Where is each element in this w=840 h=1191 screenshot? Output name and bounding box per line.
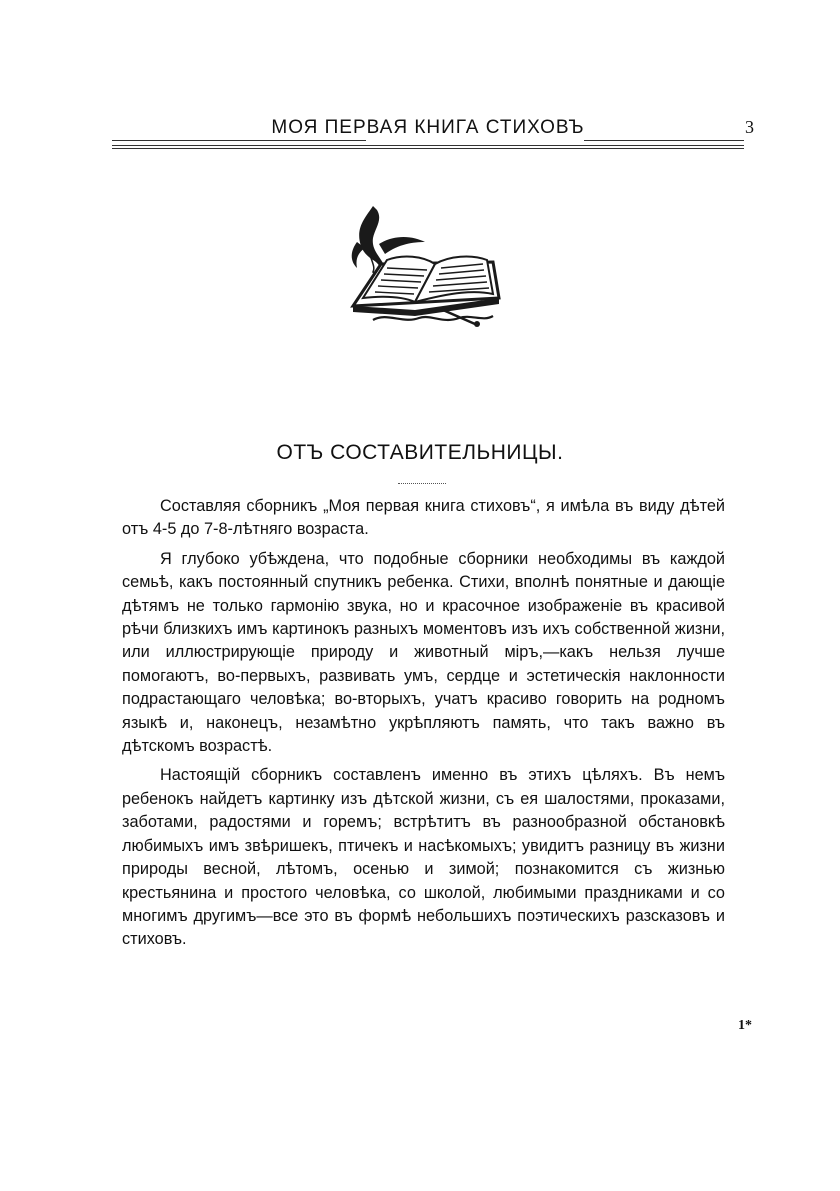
open-book-with-quill-icon — [343, 198, 503, 330]
signature-mark: 1* — [738, 1018, 752, 1033]
header-rule-right — [584, 140, 744, 141]
running-title: МОЯ ПЕРВАЯ КНИГА СТИХОВЪ — [271, 117, 585, 138]
title-separator — [398, 483, 446, 484]
paragraph-3: Настоящій сборникъ составленъ именно въ этихъ цѣляхъ. Въ немъ ребенокъ найдетъ картинку изъ дѣтской жизни, съ ея шалостями, проказами, заботами, радостями и горемъ; встрѣтитъ въ разнообразной обстановкѣ любимыхъ имъ звѣришекъ, птичекъ и насѣкомыхъ; увидитъ разницу въ жизни природы весной, лѣтомъ, осенью и зимой; познакомится съ жизнью крестьянина и простого человѣка, со школой, любимыми праздниками и со многимъ другимъ—все это въ формѣ небольшихъ поэтическихъ разсказовъ и стиховъ. — [122, 766, 725, 949]
header-rule-double-bottom — [112, 148, 744, 149]
header-rule-double-top — [112, 145, 744, 146]
running-head — [112, 117, 754, 157]
body-text — [122, 495, 725, 958]
paragraph-1: Составляя сборникъ „Моя первая книга стиховъ“, я имѣла въ виду дѣтей отъ 4-5 до 7-8-лѣтняго возраста. — [122, 497, 725, 539]
chapter-title: ОТЪ СОСТАВИТЕЛЬНИЦЫ. — [276, 441, 564, 464]
header-rule-left — [112, 140, 366, 141]
paragraph-2: Я глубоко убѣждена, что подобные сборники необходимы въ каждой семьѣ, какъ постоянный спутникъ ребенка. Стихи, вполнѣ понятные и дающіе дѣтямъ не только гармонію звука, но и красочное изображеніе въ красивой рѣчи близкихъ имъ картинокъ разныхъ моментовъ изъ ихъ собственной жизни, или иллюстрирующіе природу и животный міръ,—какъ нельзя лучше помогаютъ, во-первыхъ, развивать умъ, сердце и эстетическія наклонности подрастающаго человѣка; во-вторыхъ, учатъ красиво говорить на родномъ языкѣ и, наконецъ, незамѣтно укрѣпляютъ память, что такъ важно въ дѣтскомъ возрастѣ. — [122, 549, 725, 756]
page-number: 3 — [745, 117, 754, 137]
